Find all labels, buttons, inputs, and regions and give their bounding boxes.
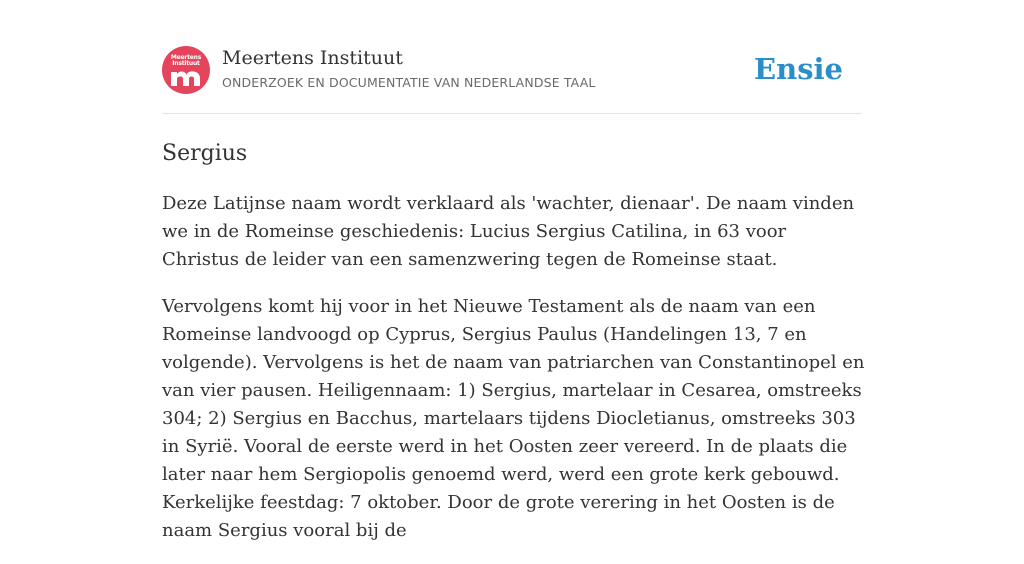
org-subtitle: ONDERZOEK EN DOCUMENTATIE VAN NEDERLANDSE TAAL: [222, 75, 596, 90]
article-body: [162, 190, 867, 564]
article-paragraph: Vervolgens komt hij voor in het Nieuwe Testament als de naam van een Romeinse landvoogd op Cyprus, Sergius Paulus (Handelingen 13, 7 en volgende). Vervolgens is het de naam van patriarchen van Constantinopel en van vier pausen. Heiligennaam: 1) Sergius, martelaar in Cesarea, omstreeks 304; 2) Sergius en Bacchus, martelaars tijdens Diocletianus, omstreeks 303 in Syrië. Vooral de eerste werd in het Oosten zeer vereerd. In de plaats die later naar hem Sergiopolis genoemd werd, werd een grote kerk gebouwd. Kerkelijke feestdag: 7 oktober. Door de grote verering in het Oosten is de naam Sergius vooral bij de: [162, 296, 865, 541]
meertens-logo[interactable]: [162, 46, 210, 94]
org-name[interactable]: Meertens Instituut: [222, 47, 403, 69]
article-title: Sergius: [162, 141, 248, 166]
article-paragraph: Deze Latijnse naam wordt verklaard als 'wachter, dienaar'. De naam vinden we in de Romeinse geschiedenis: Lucius Sergius Catilina, in 63 voor Christus de leider van een samenzwering tegen de Romeinse staat.: [162, 193, 855, 270]
ensie-logo[interactable]: Ensie: [754, 52, 843, 86]
logo-m-icon: [169, 68, 203, 87]
logo-text-line1: Meertens: [170, 54, 202, 61]
logo-text-line2: Instituut: [172, 60, 200, 67]
site-header: [162, 0, 862, 114]
content-column: [162, 0, 865, 541]
